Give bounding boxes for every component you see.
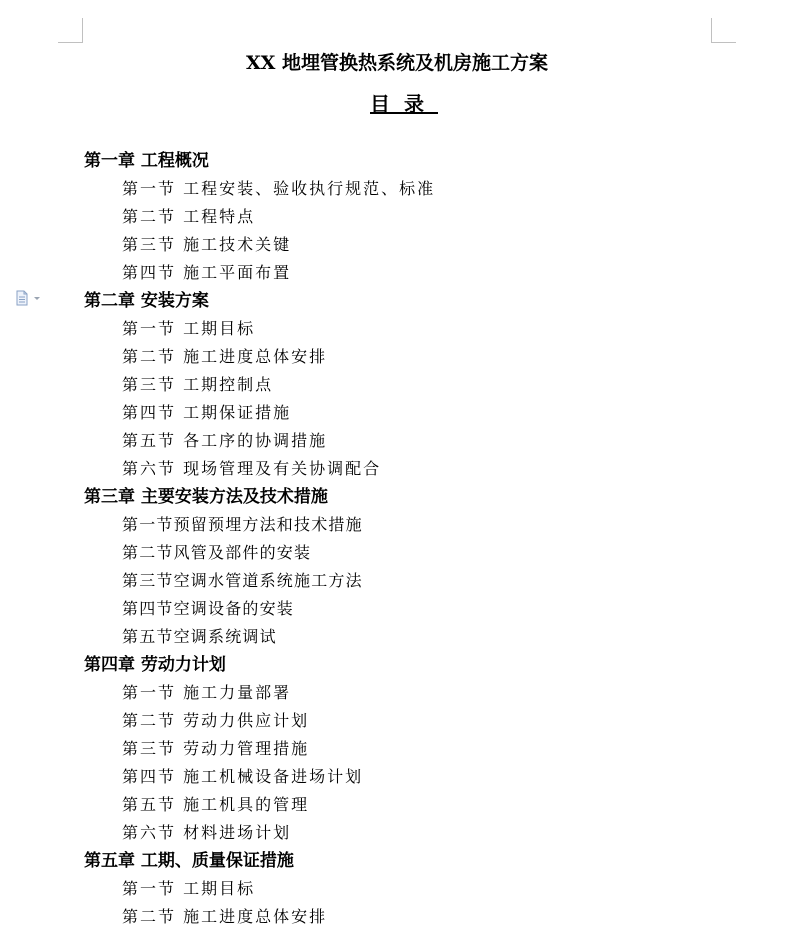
toc-section-entry[interactable]: 第四节 工期保证措施 [122,403,292,422]
toc-section-entry[interactable]: 第五节 各工序的协调措施 [122,431,328,450]
toc-section-entry[interactable]: 第五节 施工机具的管理 [122,795,310,814]
document-title: XX 地埋管换热系统及机房施工方案 [245,52,549,74]
toc-section-entry[interactable]: 第五节空调系统调试 [122,627,277,646]
toc-section-entry[interactable]: 第二节 劳动力供应计划 [122,711,310,730]
toc-section-entry[interactable]: 第一节 工期目标 [122,879,256,898]
toc-chapter-title[interactable]: 第一章 工程概况 [84,151,209,171]
toc-section-entry[interactable]: 第三节 工期控制点 [122,375,274,394]
toc-section-entry[interactable]: 第一节预留预埋方法和技术措施 [122,515,363,534]
toc-chapter-title[interactable]: 第四章 劳动力计划 [84,655,226,675]
toc-section-entry[interactable]: 第二节 施工进度总体安排 [122,347,328,366]
table-of-contents [0,147,794,931]
toc-section-entry[interactable]: 第三节 劳动力管理措施 [122,739,310,758]
margin-corner-top-right [711,18,736,43]
toc-section-entry[interactable]: 第三节 施工技术关键 [122,235,292,254]
toc-section-entry[interactable]: 第六节 材料进场计划 [122,823,292,842]
toc-section-entry[interactable]: 第四节 施工平面布置 [122,263,292,282]
toc-section-entry[interactable]: 第一节 工程安装、验收执行规范、标准 [122,179,436,198]
toc-section-entry[interactable]: 第二节 工程特点 [122,207,256,226]
toc-section-entry[interactable]: 第一节 施工力量部署 [122,683,292,702]
toc-section-entry[interactable]: 第二节风管及部件的安装 [122,543,312,562]
toc-heading: 目录 [370,92,438,116]
toc-chapter-title[interactable]: 第五章 工期、质量保证措施 [84,851,294,871]
toc-chapter-title[interactable]: 第三章 主要安装方法及技术措施 [84,487,328,507]
toc-section-entry[interactable]: 第六节 现场管理及有关协调配合 [122,459,382,478]
toc-section-entry[interactable]: 第四节 施工机械设备进场计划 [122,767,364,786]
toc-section-entry[interactable]: 第一节 工期目标 [122,319,256,338]
toc-section-entry[interactable]: 第三节空调水管道系统施工方法 [122,571,363,590]
toc-section-entry[interactable]: 第四节空调设备的安装 [122,599,295,618]
toc-section-entry[interactable]: 第二节 施工进度总体安排 [122,907,328,926]
margin-corner-top-left [58,18,83,43]
toc-chapter-title[interactable]: 第二章 安装方案 [84,291,209,311]
